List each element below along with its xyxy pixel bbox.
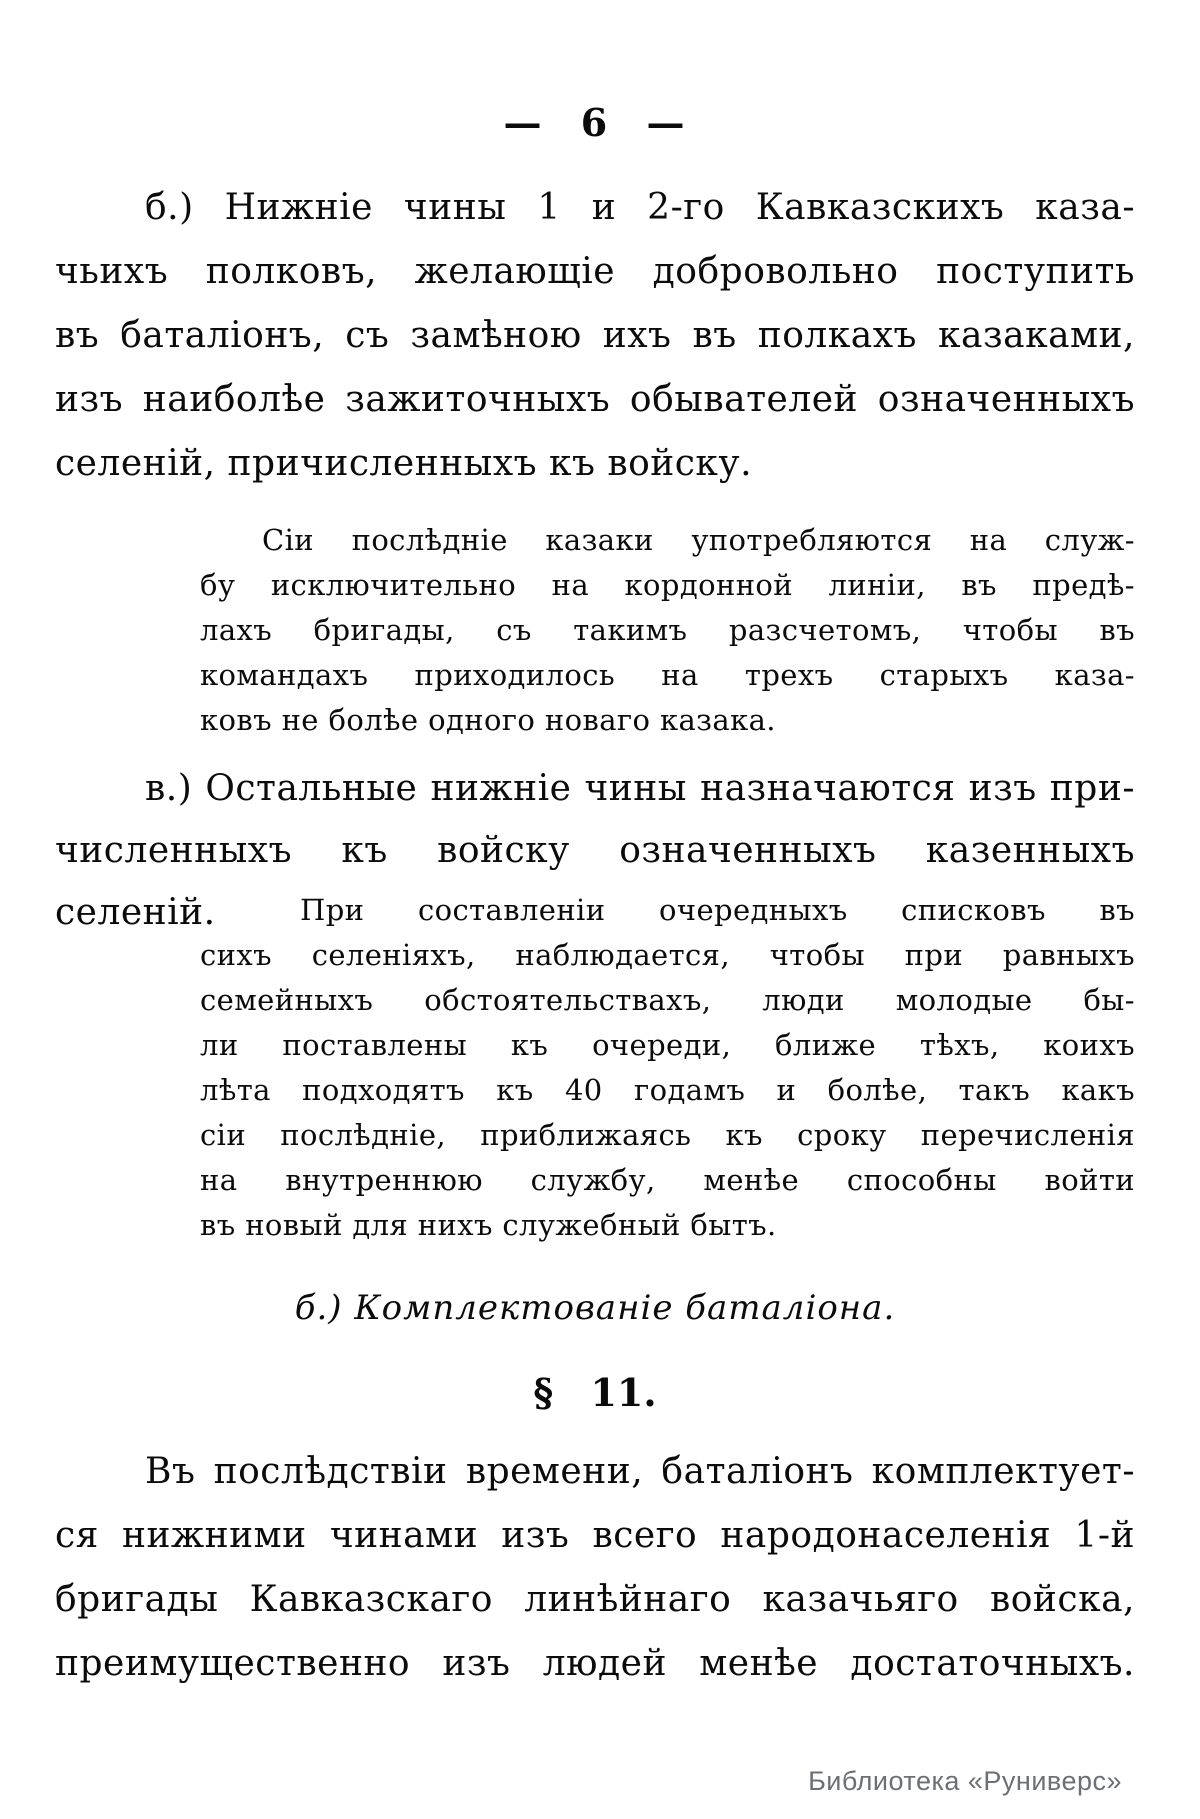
- text-line: численныхъ къ войску означенныхъ казенныхъ селеній.: [55, 830, 1135, 933]
- section-heading: § 11.: [533, 1370, 657, 1415]
- text-line: б.) Нижніе чины 1 и 2-го Кавказскихъ каза-: [145, 187, 1135, 228]
- text-line: При составленіи очередныхъ списковъ въ: [300, 893, 1135, 927]
- text-line: бригады Кавказскаго линѣйнаго казачьяго войска,: [55, 1579, 1135, 1620]
- subheading-italic: б.) Комплектованіе баталіона.: [294, 1288, 896, 1328]
- text-line: бу исключительно на кордонной линіи, въ предѣ-: [200, 568, 1135, 602]
- text-line: ся нижними чинами изъ всего народонаселенія 1-й: [55, 1515, 1135, 1556]
- text-line: въ баталіонъ, съ замѣною ихъ въ полкахъ казаками,: [55, 315, 1135, 356]
- note-roster-rules: [200, 888, 1135, 1248]
- paragraph-section-11: [55, 1440, 1135, 1696]
- paragraph-b: [55, 176, 1135, 496]
- text-line: селеній, причисленныхъ къ войску.: [55, 443, 753, 484]
- page-number: — 6 —: [503, 100, 687, 145]
- text-line: чьихъ полковъ, желающіе добровольно поступить: [55, 251, 1135, 292]
- note-cossacks-service: [200, 518, 1135, 743]
- text-line: командахъ приходилось на трехъ старыхъ каза-: [200, 658, 1135, 692]
- text-line: ли поставлены къ очереди, ближе тѣхъ, коихъ: [200, 1028, 1135, 1062]
- text-line: Сіи послѣдніе казаки употребляются на служ-: [262, 523, 1135, 557]
- text-line: Въ послѣдствіи времени, баталіонъ комплектует-: [145, 1451, 1135, 1492]
- text-line: ковъ не болѣе одного новаго казака.: [200, 703, 776, 737]
- library-watermark: Библиотека «Руниверс»: [808, 1766, 1122, 1796]
- text-line: семейныхъ обстоятельствахъ, люди молодые бы-: [200, 983, 1135, 1017]
- text-line: лахъ бригады, съ такимъ разсчетомъ, чтобы въ: [200, 613, 1135, 647]
- text-line: сіи послѣдніе, приближаясь къ сроку перечисленія: [200, 1118, 1135, 1152]
- text-line: лѣта подходятъ къ 40 годамъ и болѣе, такъ какъ: [200, 1073, 1135, 1107]
- text-line: въ новый для нихъ служебный бытъ.: [200, 1208, 777, 1242]
- text-line: изъ наиболѣе зажиточныхъ обывателей означенныхъ: [55, 379, 1135, 420]
- text-line: на внутреннюю службу, менѣе способны войти: [200, 1163, 1135, 1197]
- text-line: сихъ селеніяхъ, наблюдается, чтобы при равныхъ: [200, 938, 1135, 972]
- text-line: в.) Остальные нижніе чины назначаются изъ при-: [145, 768, 1135, 809]
- text-line: преимущественно изъ людей менѣе достаточныхъ.: [55, 1643, 1135, 1684]
